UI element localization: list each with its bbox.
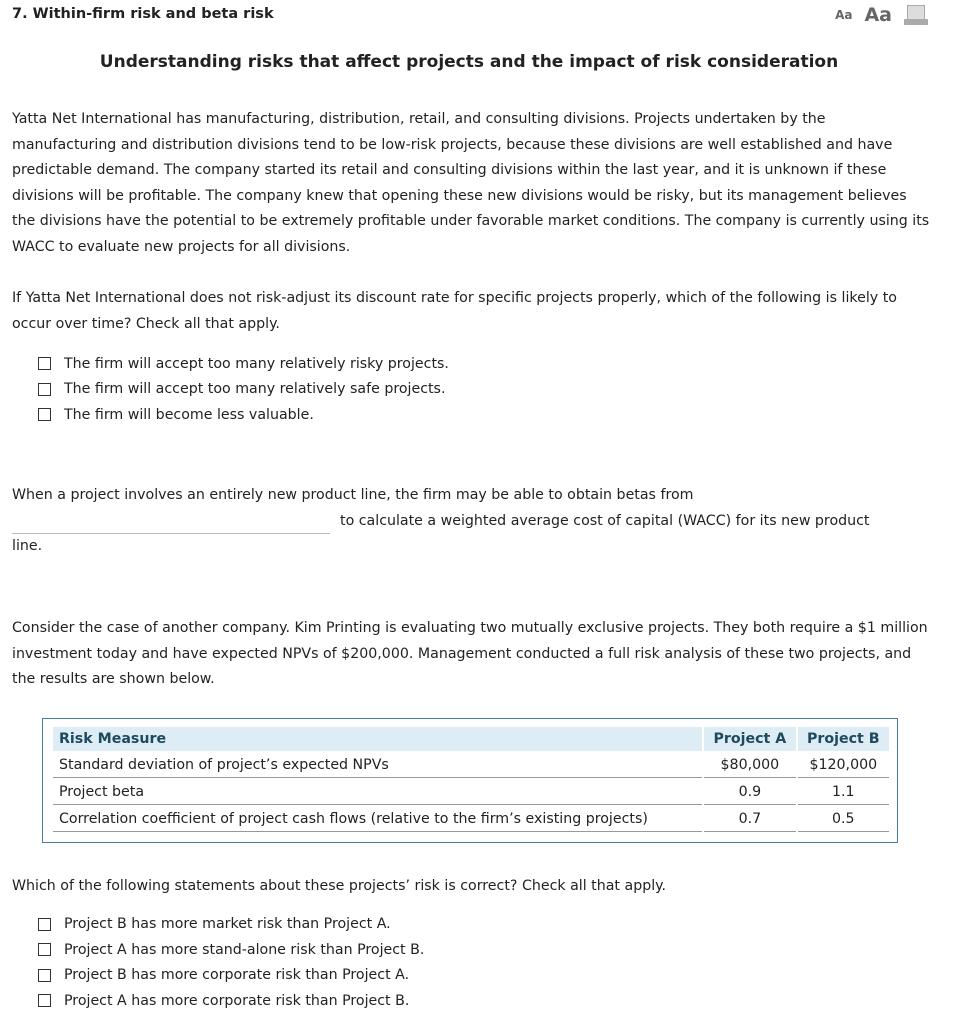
q3-option-3[interactable]: Project B has more corporate risk than Project A. — [12, 963, 932, 989]
question-3-prompt: Which of the following statements about these projects’ risk is correct? Check all that apply. — [12, 878, 667, 894]
checkbox[interactable] — [38, 943, 51, 956]
print-icon[interactable] — [904, 5, 928, 25]
question-1-prompt: If Yatta Net International does not risk-adjust its discount rate for specific projects properly, which of the following is likely to occur over time? Check all that apply. — [12, 290, 897, 332]
question-1 — [12, 286, 932, 428]
case-paragraph: Consider the case of another company. Kim Printing is evaluating two mutually exclusive projects. They both require a $1 million investment today and have expected NPVs of $200,000. Management conducted a full risk analysis of these two projects, and the results are shown below. — [12, 620, 928, 687]
table-header-row: Risk Measure Project A Project B — [53, 727, 889, 751]
q3-option-2[interactable]: Project A has more stand-alone risk than Project B. — [12, 937, 932, 963]
checkbox[interactable] — [38, 918, 51, 931]
font-size-large-button[interactable]: Aa — [864, 4, 892, 26]
q3-option-1[interactable]: Project B has more market risk than Project A. — [12, 912, 932, 938]
checkbox[interactable] — [38, 969, 51, 982]
question-3 — [12, 874, 932, 1014]
section-subtitle: Understanding risks that affect projects and the impact of risk consideration — [99, 52, 839, 72]
q1-option-2[interactable]: The firm will accept too many relatively safe projects. — [12, 377, 932, 403]
question-2: When a project involves an entirely new product line, the firm may be able to obtain betas from to calculate a weighted average cost of capital (WACC) for its new product line. — [12, 487, 870, 554]
answer-dropdown[interactable] — [12, 517, 330, 534]
intro-paragraph: Yatta Net International has manufacturing, distribution, retail, and consulting divisions. Projects undertaken by the manufacturing and distribution divisions tend to be low-risk projects, because these divisions are well established and have predictable demand. The company started its retail and consulting divisions within the last year, and it is unknown if these divisions will be profitable. The company knew that opening these new divisions would be risky, but its management believes the divisions have the potential to be extremely profitable under favorable market conditions. The company is currently using its WACC to evaluate new projects for all divisions. — [12, 111, 930, 255]
font-size-small-button[interactable]: Aa — [835, 8, 853, 22]
table-row: Standard deviation of project’s expected NPVs $80,000 $120,000 — [53, 753, 889, 778]
checkbox[interactable] — [38, 408, 51, 421]
q1-option-3[interactable]: The firm will become less valuable. — [12, 402, 932, 428]
question-title: 7. Within-firm risk and beta risk — [12, 6, 274, 22]
table-row: Correlation coefficient of project cash flows (relative to the firm’s existing projects) 0.7 0.5 — [53, 807, 889, 832]
q1-option-1[interactable]: The firm will accept too many relatively risky projects. — [12, 351, 932, 377]
checkbox[interactable] — [38, 383, 51, 396]
table-row: Project beta 0.9 1.1 — [53, 780, 889, 805]
checkbox[interactable] — [38, 994, 51, 1007]
risk-table — [42, 718, 898, 843]
q3-option-4[interactable]: Project A has more corporate risk than Project B. — [12, 988, 932, 1014]
toolbar — [835, 4, 928, 26]
checkbox[interactable] — [38, 357, 51, 370]
